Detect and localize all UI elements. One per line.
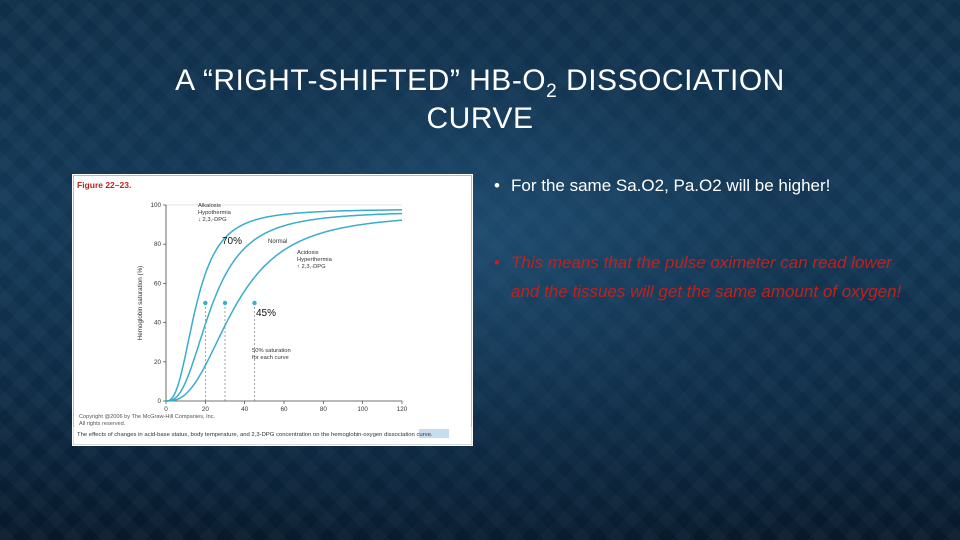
title-line2: CURVE	[426, 102, 534, 135]
x-tick-label: 0	[164, 406, 168, 413]
caption-after: curve.	[414, 432, 433, 438]
bullet-text-2: This means that the pulse oximeter can read lower and the tissues will get the same amount of oxygen!	[511, 253, 902, 301]
bullet-text-1: For the same Sa.O2, Pa.O2 will be higher!	[511, 176, 831, 195]
title-line1	[175, 64, 785, 102]
title-subscript: 2	[546, 81, 558, 102]
y-tick-label: 40	[153, 319, 161, 327]
y-tick-label: 20	[153, 358, 161, 366]
bullet-item-1	[494, 171, 830, 200]
half-saturation-point	[252, 301, 256, 305]
figure-label: Figure 22–23.	[77, 180, 132, 190]
y-tick-label: 0	[157, 398, 161, 405]
right-curve-label-line: ↑ 2,3,-DPG	[297, 264, 326, 270]
half-saturation-point	[203, 301, 207, 305]
x-tick-label: 120	[396, 406, 408, 413]
x-tick-label: 20	[201, 406, 209, 413]
title-text-part1: A “RIGHT-SHIFTED” HB-O	[175, 64, 547, 97]
annotation-70-percent: 70%	[222, 236, 243, 247]
y-tick-label: 100	[150, 202, 161, 209]
left-curve-label-line: ↓ 2,3,-DPG	[198, 217, 227, 223]
right-curve-label-line: Hyperthermia	[297, 257, 332, 263]
dissociation-chart	[72, 174, 473, 446]
right-curve-label-line: Acidosis	[297, 250, 319, 256]
bullet-item-2	[494, 248, 914, 306]
x-tick-label: 60	[280, 406, 288, 413]
annotation-45-percent: 45%	[256, 308, 277, 319]
caption-before: The effects of changes in acid-base status, body temperature, and 2,3-DPG concentration on the hemoglobin-oxygen	[77, 432, 385, 438]
copyright-line2: All rights reserved.	[79, 421, 126, 427]
y-tick-label: 80	[153, 241, 161, 249]
half-saturation-point	[223, 301, 227, 305]
bullet-dot: •	[494, 253, 500, 272]
dissociation-figure	[72, 174, 473, 446]
left-curve-label-line: Hypothermia	[198, 210, 231, 216]
figure-caption	[77, 432, 433, 438]
x-tick-label: 80	[319, 406, 327, 413]
bullet-dot: •	[494, 176, 500, 195]
x-tick-label: 100	[357, 406, 368, 413]
y-axis-label: Hemoglobin saturation (%)	[137, 265, 144, 341]
normal-curve-label: Normal	[268, 239, 288, 245]
title-text-part2: DISSOCIATION	[557, 64, 785, 97]
slide-title	[90, 62, 870, 138]
caption-highlight: dissociation	[384, 432, 415, 438]
left-curve-label-line: Alkalosis	[198, 203, 221, 209]
saturation-note-line: 50% saturation	[252, 348, 291, 354]
x-tick-label: 40	[241, 406, 249, 413]
saturation-note-line: for each curve	[252, 355, 289, 361]
copyright-line1: Copyright @2006 by The McGraw-Hill Companies, Inc.	[79, 414, 216, 420]
y-tick-label: 60	[153, 280, 161, 288]
